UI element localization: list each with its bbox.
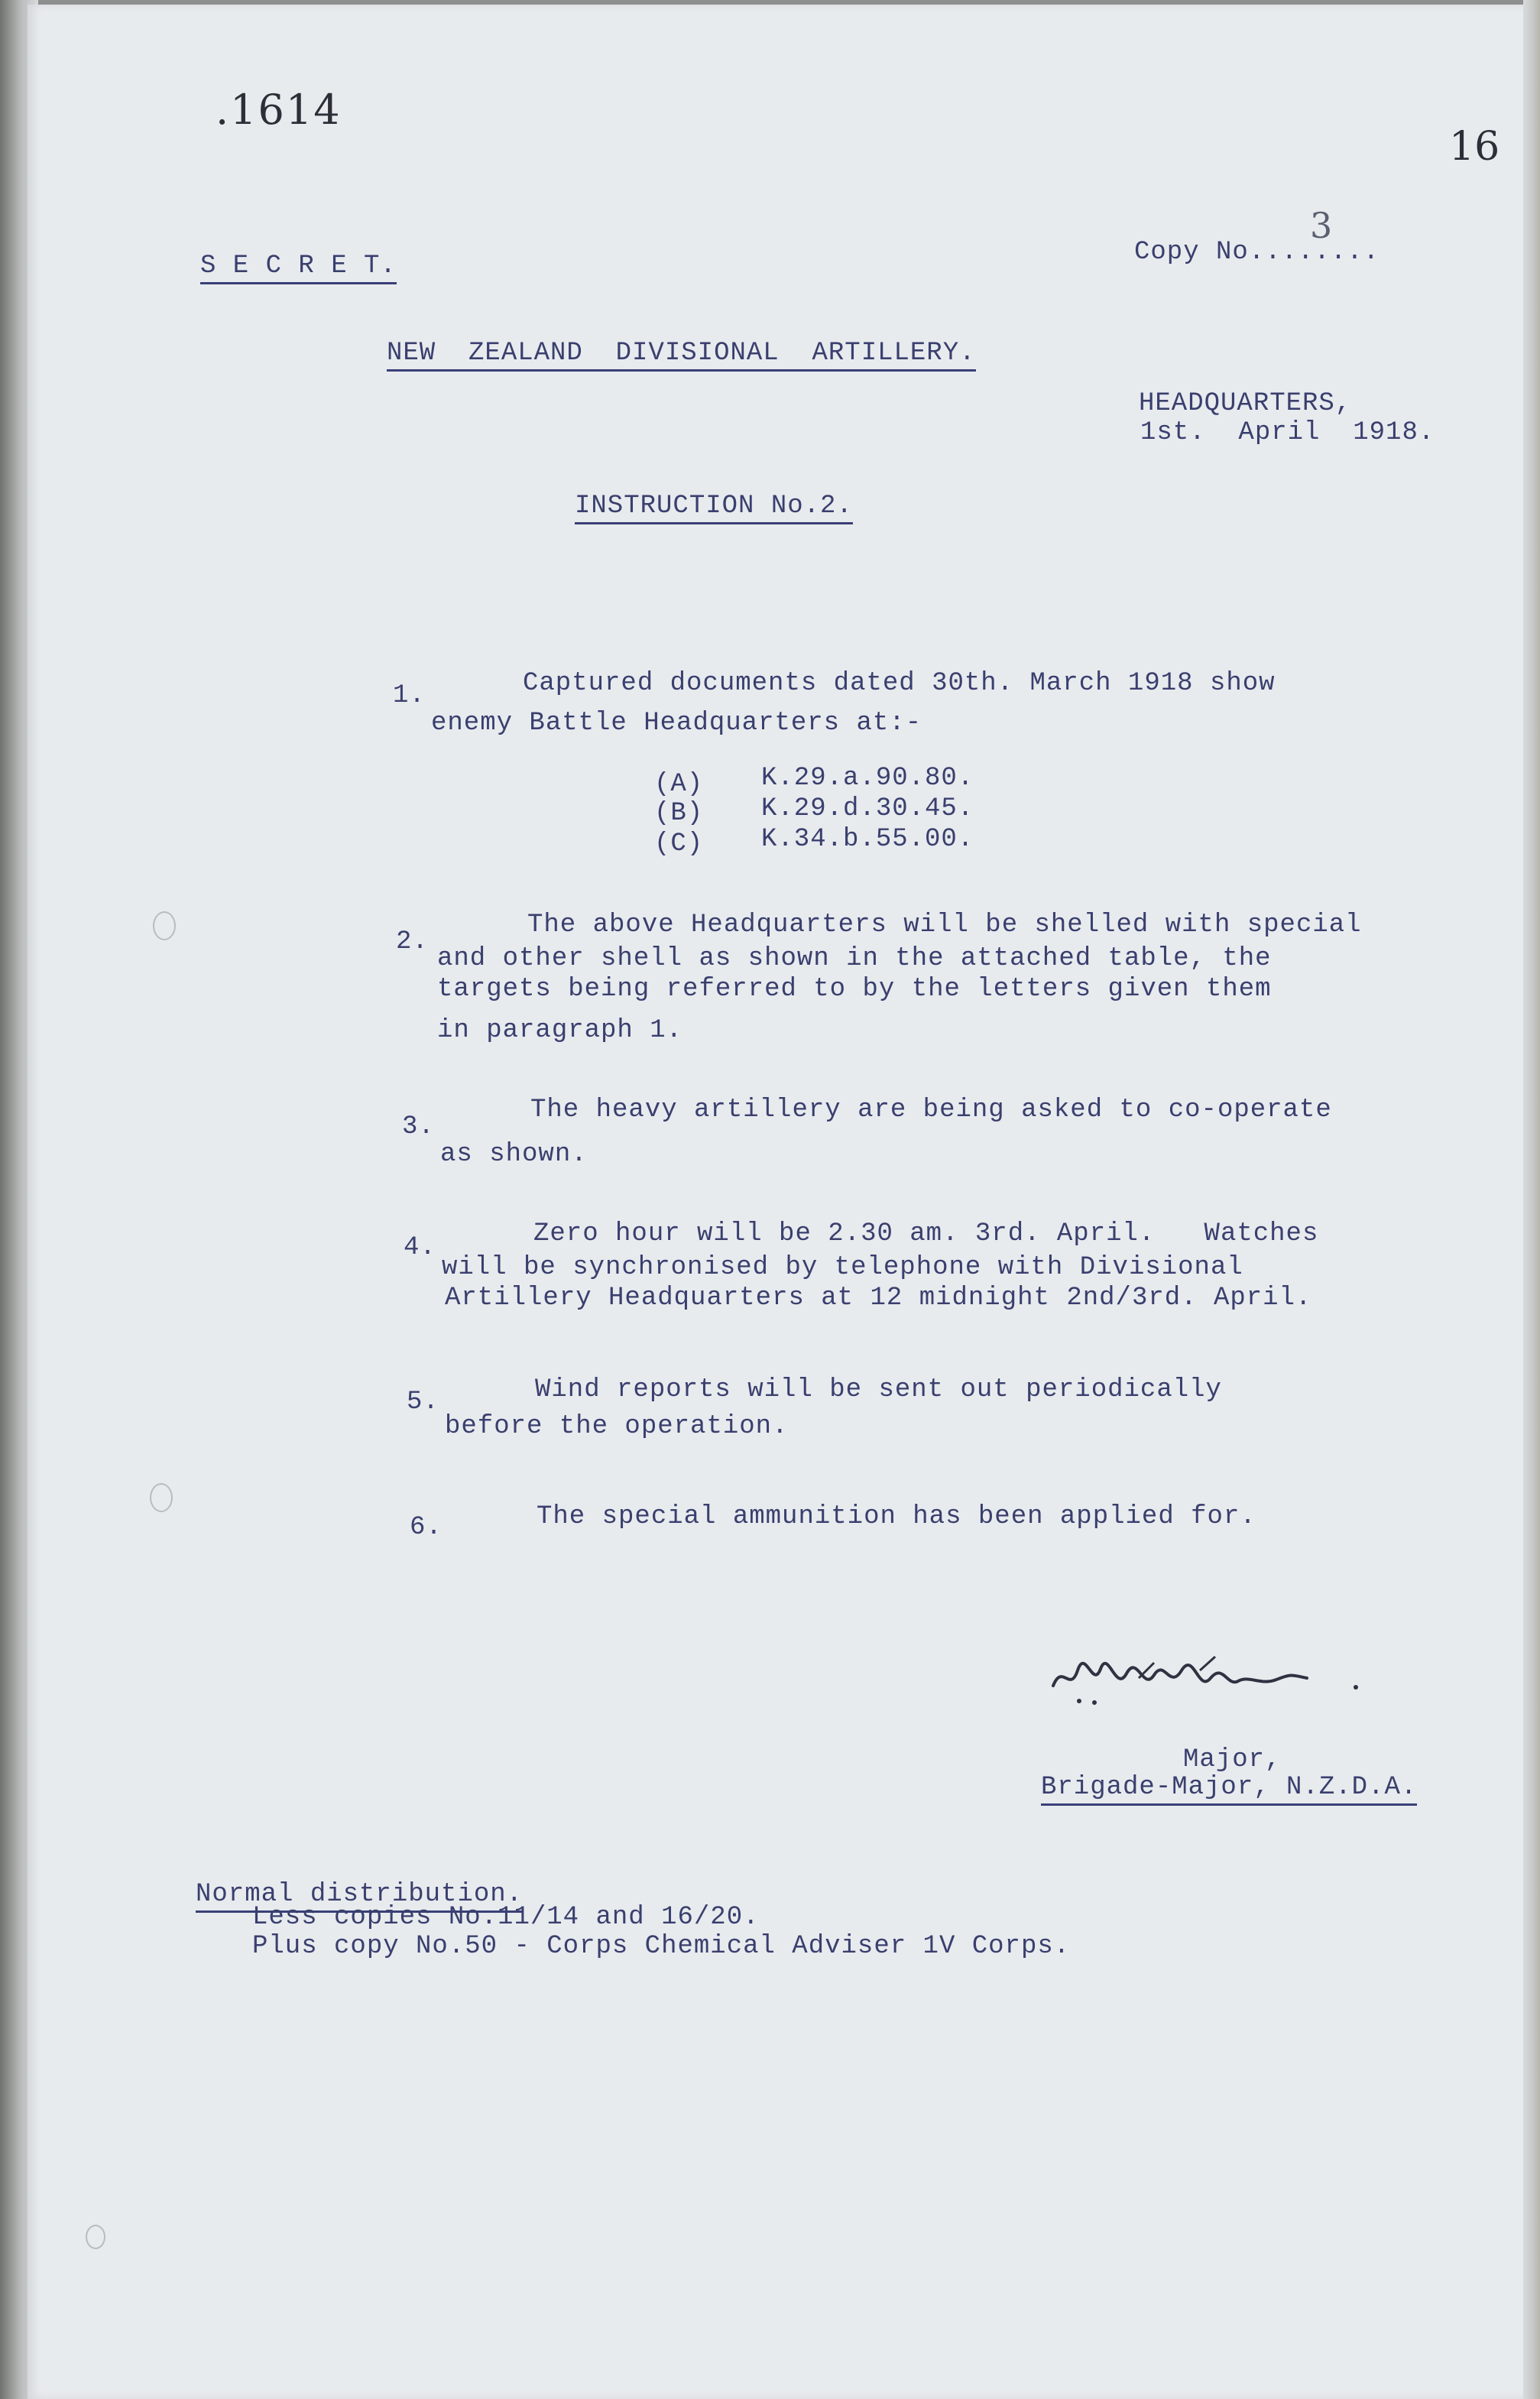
classification-heading: S E C R E T. [200,251,397,284]
signatory-appointment: Brigade-Major, N.Z.D.A. [1041,1772,1417,1806]
distribution-line: Less copies No.11/14 and 16/20. [252,1903,760,1932]
paragraph-number: 3. [402,1112,435,1141]
paragraph-line: will be synchronised by telephone with Divisional [442,1253,1243,1282]
page-number: 16 [1449,124,1500,170]
punch-hole-mark [153,911,176,940]
punch-hole-mark [150,1483,173,1512]
distribution-heading: Normal distribution. [196,1879,523,1913]
handwritten-signature [1047,1647,1368,1709]
paragraph-line: before the operation. [445,1412,789,1441]
punch-hole-mark [86,2225,105,2249]
folio-stamp: .1614 [216,86,342,134]
paragraph-line: Artillery Headquarters at 12 midnight 2nd/3rd. April. [445,1284,1312,1313]
paragraph-number: 1. [393,681,426,710]
paragraph-number: 2. [396,927,429,956]
paragraph-line: The above Headquarters will be shelled with special [527,911,1362,940]
paragraph-line: in paragraph 1. [437,1016,683,1045]
paragraph-line: enemy Battle Headquarters at:- [431,709,922,738]
target-letter: (C) [654,829,704,859]
paragraph-number: 5. [407,1388,439,1417]
paragraph-line: as shown. [440,1140,588,1169]
target-letter: (A) [654,770,704,799]
paragraph-number: 6. [410,1513,443,1542]
hq-date: 1st. April 1918. [1140,418,1435,447]
target-ref: K.29.a.90.80. [761,764,974,793]
target-ref: K.29.d.30.45. [761,794,974,823]
hq-line-1: HEADQUARTERS, [1139,389,1352,418]
paragraph-line: and other shell as shown in the attached table, the [437,944,1272,973]
paragraph-line: The heavy artillery are being asked to co-operate [530,1096,1332,1125]
page-stack-edge [1523,0,1540,2399]
target-ref: K.34.b.55.00. [761,825,974,854]
copy-number-label: Copy No........ [1134,238,1380,267]
paragraph-line: Wind reports will be sent out periodically [535,1375,1222,1404]
unit-heading: NEW ZEALAND DIVISIONAL ARTILLERY. [387,338,976,372]
instruction-title: INSTRUCTION No.2. [575,491,853,524]
paragraph-line: Captured documents dated 30th. March 1918 show [523,669,1276,698]
paragraph-line: The special ammunition has been applied for. [537,1502,1256,1531]
signatory-rank: Major, [1183,1745,1282,1774]
distribution-line: Plus copy No.50 - Corps Chemical Adviser 1V Corps. [252,1932,1071,1961]
copy-number-handwritten: 3 [1310,205,1333,246]
target-letter: (B) [654,799,704,828]
paragraph-number: 4. [404,1233,436,1262]
paragraph-line: targets being referred to by the letters given them [437,975,1272,1004]
paragraph-line: Zero hour will be 2.30 am. 3rd. April. Watches [533,1219,1319,1248]
